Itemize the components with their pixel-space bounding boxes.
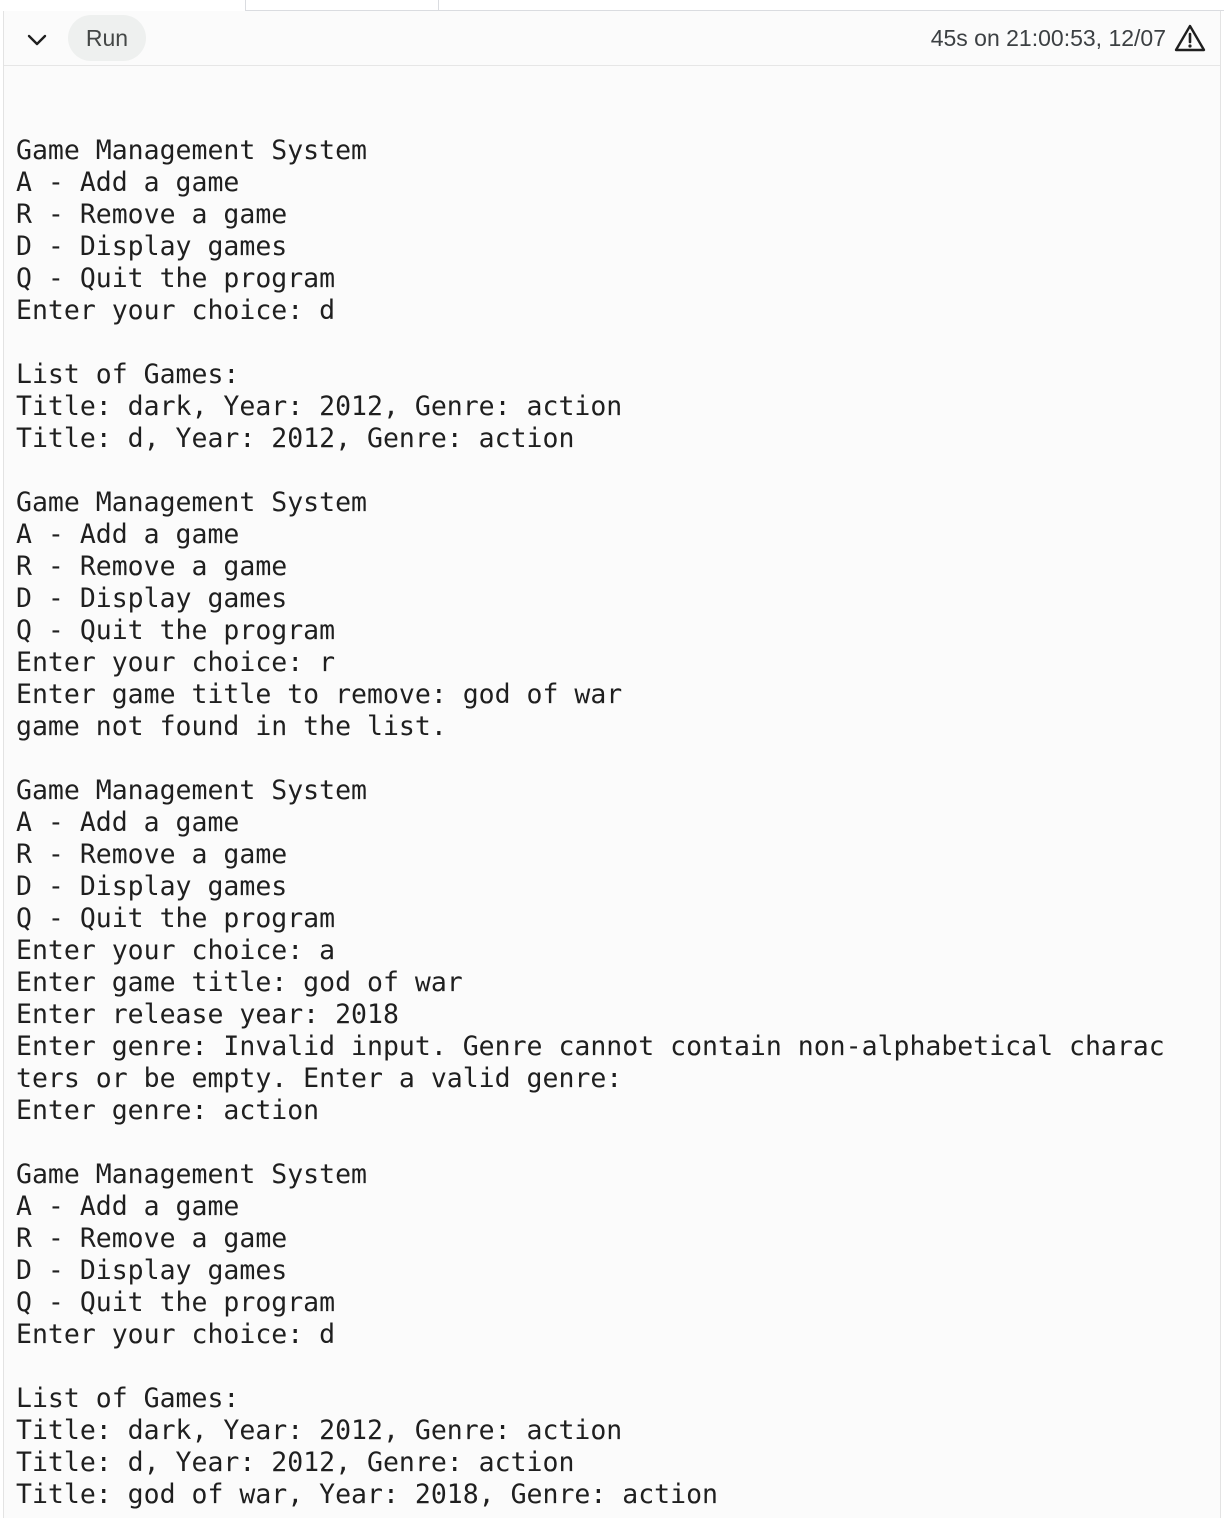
output-line: Enter your choice: d — [16, 1319, 336, 1350]
output-line: Q - Quit the program — [16, 1287, 336, 1318]
output-line: ters or be empty. Enter a valid genre: — [16, 1063, 623, 1094]
output-line: Q - Quit the program — [16, 903, 336, 934]
output-line: R - Remove a game — [16, 199, 288, 230]
output-line: Title: dark, Year: 2012, Genre: action — [16, 1415, 623, 1446]
output-line: D - Display games — [16, 1255, 288, 1286]
output-line: Title: d, Year: 2012, Genre: action — [16, 423, 575, 454]
output-line: Enter game title: god of war — [16, 967, 463, 998]
output-line: Enter game title to remove: god of war — [16, 679, 623, 710]
run-button[interactable]: Run — [68, 15, 146, 61]
output-line: D - Display games — [16, 231, 288, 262]
output-line: Game Management System — [16, 487, 367, 518]
output-line: List of Games: — [16, 359, 240, 390]
output-line: Q - Quit the program — [16, 615, 336, 646]
output-line: Enter your choice: a — [16, 935, 336, 966]
execution-status-text: 45s on 21:00:53, 12/07 — [930, 24, 1166, 51]
output-line: D - Display games — [16, 871, 288, 902]
output-line: Game Management System — [16, 135, 367, 166]
blank-line — [16, 327, 1212, 359]
blank-line — [16, 743, 1212, 775]
output-line: R - Remove a game — [16, 551, 288, 582]
output-line: List of Games: — [16, 1383, 240, 1414]
output-line: Title: d, Year: 2012, Genre: action — [16, 1447, 575, 1478]
console-output — [16, 103, 1212, 1511]
collapse-output-button[interactable] — [22, 25, 52, 55]
output-line: R - Remove a game — [16, 839, 288, 870]
output-line: Game Management System — [16, 775, 367, 806]
output-line: Enter genre: Invalid input. Genre cannot contain non-alphabetical charac — [16, 1031, 1165, 1062]
output-line: Enter release year: 2018 — [16, 999, 399, 1030]
output-line: Enter your choice: r — [16, 647, 336, 678]
execution-status — [931, 19, 1220, 57]
output-line: A - Add a game — [16, 1191, 240, 1222]
output-line: game not found in the list. — [16, 711, 447, 742]
output-line: Game Management System — [16, 1159, 367, 1190]
output-line: Title: god of war, Year: 2018, Genre: action — [16, 1479, 718, 1510]
output-line: D - Display games — [16, 583, 288, 614]
output-line: A - Add a game — [16, 167, 240, 198]
output-toolbar — [4, 11, 1220, 66]
output-line: R - Remove a game — [16, 1223, 288, 1254]
warning-triangle-icon[interactable] — [1174, 23, 1206, 53]
output-line: Enter your choice: d — [16, 295, 336, 326]
blank-line — [16, 103, 1212, 135]
output-line: A - Add a game — [16, 807, 240, 838]
blank-line — [16, 1351, 1212, 1383]
output-line: Title: dark, Year: 2012, Genre: action — [16, 391, 623, 422]
blank-line — [16, 1127, 1212, 1159]
chevron-down-icon — [26, 33, 48, 47]
output-line: Q - Quit the program — [16, 263, 336, 294]
output-line: Enter genre: action — [16, 1095, 320, 1126]
output-line: A - Add a game — [16, 519, 240, 550]
blank-line — [16, 455, 1212, 487]
tab-strip — [0, 0, 1224, 11]
